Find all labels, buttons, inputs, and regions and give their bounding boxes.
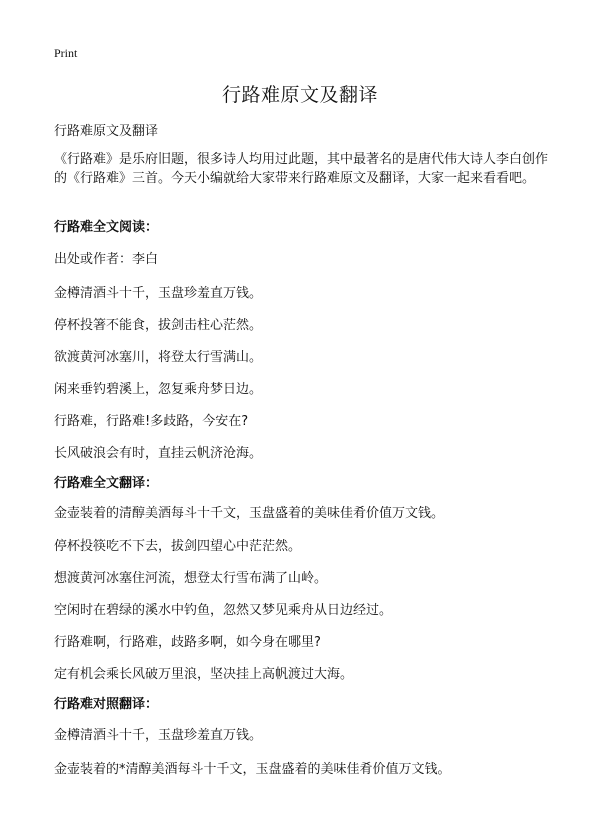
author-line: 出处或作者：李白 — [54, 252, 159, 267]
original-line: 金樽清酒斗十千，玉盘珍羞直万钱。 — [54, 286, 263, 301]
section-heading-parallel: 行路难对照翻译： — [54, 697, 159, 712]
translation-line: 定有机会乘长风破万里浪，坚决挂上高帆渡过大海。 — [54, 667, 354, 682]
page-title: 行路难原文及翻译 — [221, 84, 378, 106]
intro-paragraph: 《行路难》是乐府旧题，很多诗人均用过此题，其中最著名的是唐代伟大诗人李白创作的《行路难》三首。今天小编就给大家带来行路难原文及翻译，大家一起来看看吧。 — [54, 152, 549, 186]
original-line: 停杯投箸不能食，拔剑击柱心茫然。 — [54, 318, 263, 333]
translation-line: 想渡黄河冰塞住河流，想登太行雪布满了山岭。 — [54, 571, 328, 586]
parallel-line: 金壶装着的*清醇美酒每斗十千文，玉盘盛着的美味佳肴价值万文钱。 — [54, 762, 451, 777]
translation-line: 金壶装着的清醇美酒每斗十千文，玉盘盛着的美味佳肴价值万文钱。 — [54, 506, 445, 521]
section-heading-original: 行路难全文阅读： — [54, 220, 159, 235]
parallel-line: 金樽清酒斗十千，玉盘珍羞直万钱。 — [54, 728, 263, 743]
translation-line: 行路难啊，行路难，歧路多啊，如今身在哪里? — [54, 635, 321, 650]
original-line: 闲来垂钓碧溪上，忽复乘舟梦日边。 — [54, 382, 263, 397]
translation-line: 空闲时在碧绿的溪水中钓鱼，忽然又梦见乘舟从日边经过。 — [54, 603, 393, 618]
original-line: 行路难，行路难!多歧路，今安在? — [54, 414, 249, 429]
original-line: 欲渡黄河冰塞川，将登太行雪满山。 — [54, 350, 263, 365]
print-link[interactable]: Print — [54, 46, 78, 60]
original-line: 长风破浪会有时，直挂云帆济沧海。 — [54, 446, 263, 461]
translation-line: 停杯投筷吃不下去，拔剑四望心中茫茫然。 — [54, 539, 302, 554]
article-subtitle: 行路难原文及翻译 — [54, 124, 159, 139]
section-heading-translation: 行路难全文翻译： — [54, 476, 159, 491]
